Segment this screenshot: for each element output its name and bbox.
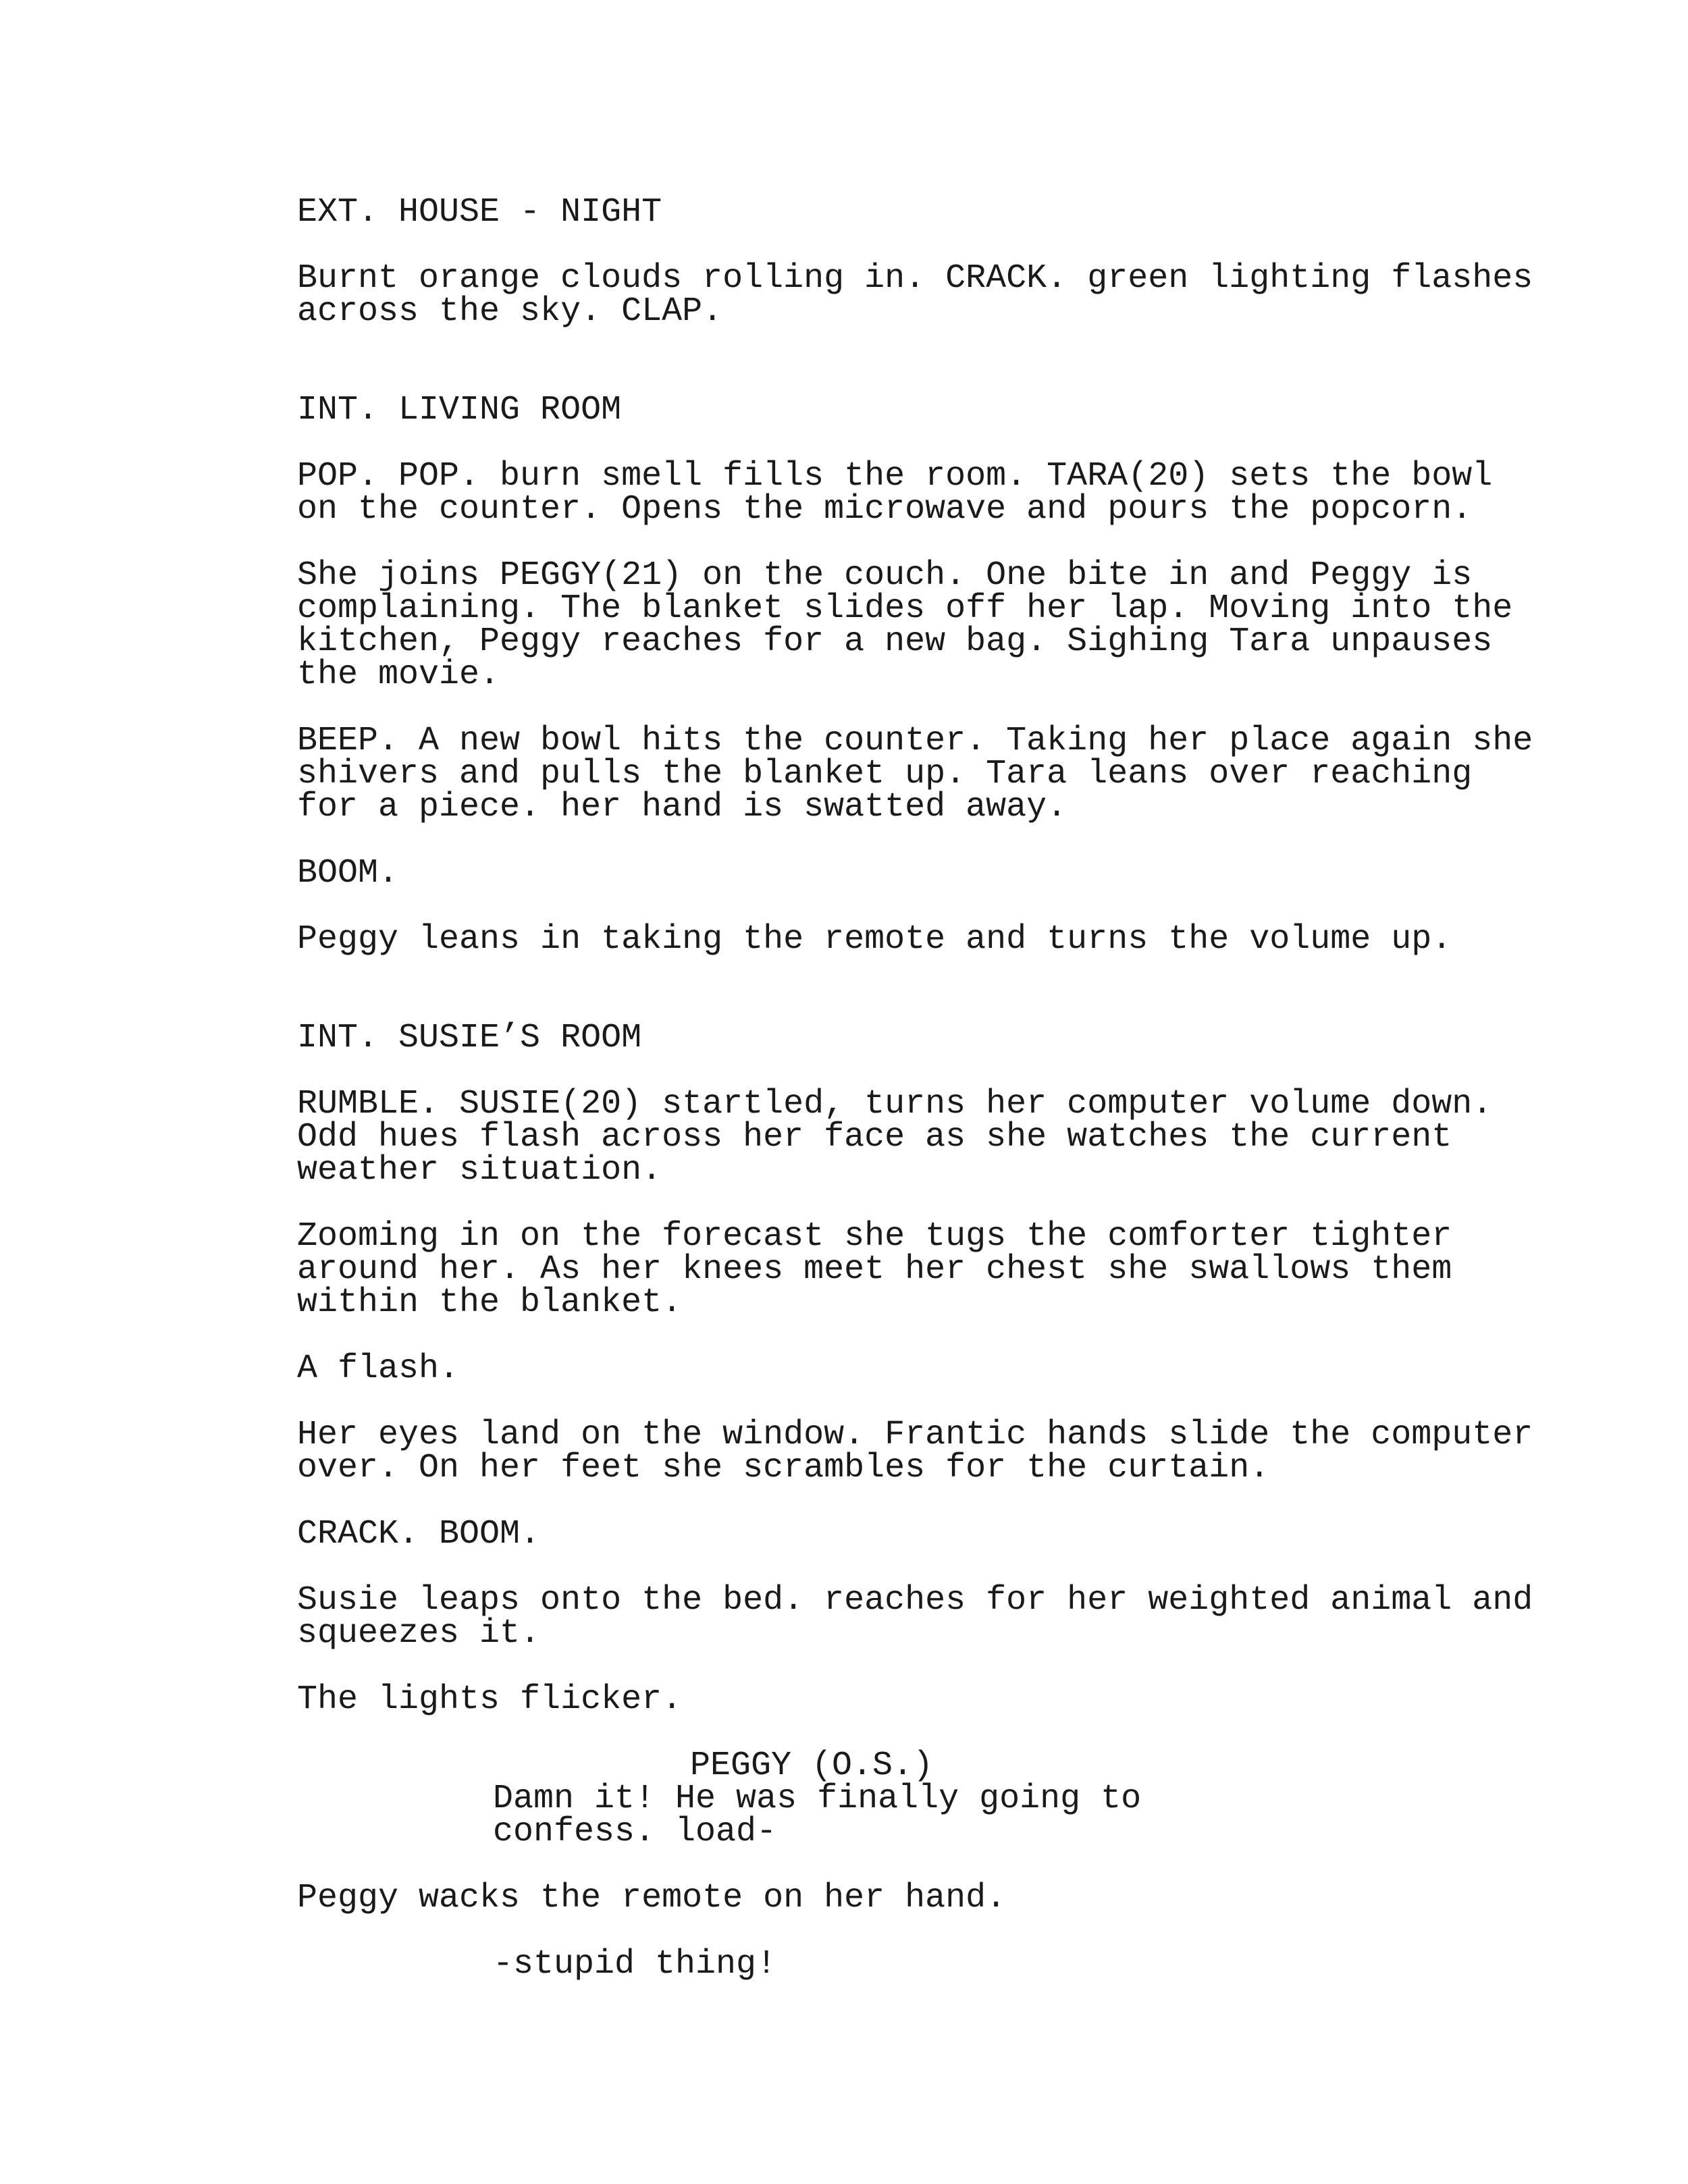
action-line: Peggy wacks the remote on her hand. — [297, 1879, 1007, 1917]
action-line: Odd hues flash across her face as she watches the current — [297, 1118, 1452, 1156]
action-line: Her eyes land on the window. Frantic hands slide the computer — [297, 1416, 1533, 1454]
dialogue-line: Damn it! He was finally going to — [493, 1780, 1142, 1818]
action-line: squeezes it. — [297, 1614, 541, 1653]
action-line: on the counter. Opens the microwave and pours the popcorn. — [297, 490, 1473, 529]
action-line: around her. As her knees meet her chest she swallows them — [297, 1250, 1452, 1289]
action-line: She joins PEGGY(21) on the couch. One bite in and Peggy is — [297, 556, 1473, 595]
action-line: Susie leaps onto the bed. reaches for her weighted animal and — [297, 1581, 1533, 1620]
action-line: complaining. The blanket slides off her lap. Moving into the — [297, 589, 1513, 628]
action-line: Zooming in on the forecast she tugs the comforter tighter — [297, 1217, 1452, 1256]
action-line: for a piece. her hand is swatted away. — [297, 788, 1067, 826]
scene-heading: INT. LIVING ROOM — [297, 391, 622, 429]
action-line: The lights flicker. — [297, 1680, 683, 1719]
character-name: PEGGY (O.S.) — [690, 1747, 934, 1785]
action-line: weather situation. — [297, 1151, 662, 1190]
dialogue-line: -stupid thing! — [493, 1945, 777, 1983]
action-line: BOOM. — [297, 854, 399, 893]
action-line: within the blanket. — [297, 1283, 683, 1322]
dialogue-line: confess. load- — [493, 1813, 777, 1851]
scene-heading: INT. SUSIE’S ROOM — [297, 1019, 642, 1057]
action-line: the movie. — [297, 656, 500, 694]
scene-heading: EXT. HOUSE - NIGHT — [297, 193, 662, 232]
action-line: CRACK. BOOM. — [297, 1515, 541, 1553]
action-line: shivers and pulls the blanket up. Tara leans over reaching — [297, 755, 1473, 793]
action-line: RUMBLE. SUSIE(20) startled, turns her computer volume down. — [297, 1085, 1493, 1123]
action-line: over. On her feet she scrambles for the curtain. — [297, 1449, 1270, 1487]
action-line: POP. POP. burn smell fills the room. TARA(20) sets the bowl — [297, 457, 1493, 496]
action-line: BEEP. A new bowl hits the counter. Taking her place again she — [297, 722, 1533, 760]
action-line: across the sky. CLAP. — [297, 292, 723, 331]
action-line: Peggy leans in taking the remote and turns the volume up. — [297, 920, 1452, 959]
action-line: Burnt orange clouds rolling in. CRACK. green lighting flashes — [297, 259, 1533, 298]
action-line: kitchen, Peggy reaches for a new bag. Sighing Tara unpauses — [297, 622, 1493, 661]
action-line: A flash. — [297, 1350, 460, 1388]
